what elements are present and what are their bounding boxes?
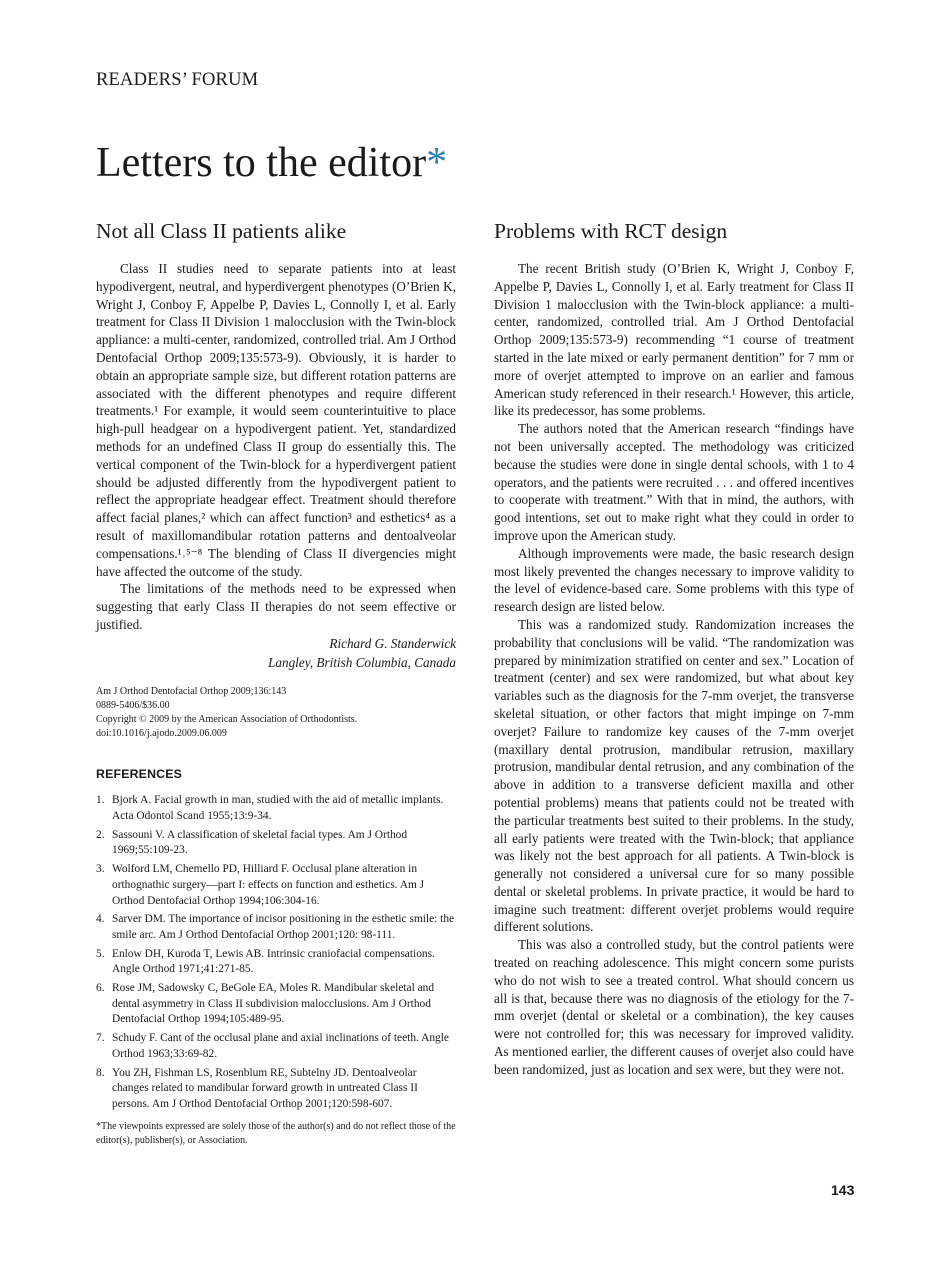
page-title-text: Letters to the editor bbox=[96, 140, 427, 186]
footnote-mark: * bbox=[96, 1120, 101, 1132]
right-letter-heading: Problems with RCT design bbox=[494, 219, 728, 243]
right-letter-paragraph: The recent British study (O’Brien K, Wright J, Conboy F, Appelbe P, Davies L, Connolly I, et al. Early treatment for Class II Division 1 malocclusion with the Twin-block appliance: a multi-center, randomized, controlled trial. Am J Orthod Dentofacial Orthop 2009;135:573-9) recommending “1 course of treatment started in the late mixed or early permanent dentition” for 7 mm or more of overjet attempted to improve on an earlier and famous American study referenced in their research.¹ However, this article, like its predecessor, has some problems. bbox=[494, 261, 854, 419]
author-name: Richard G. Standerwick bbox=[329, 635, 456, 651]
reference-item: 2. Sassouni V. A classification of skeletal facial types. Am J Orthod 1969;55:109-23. bbox=[96, 828, 408, 857]
title-footnote-link[interactable]: * bbox=[426, 140, 448, 186]
references-heading: REFERENCES bbox=[96, 767, 183, 782]
citation-block bbox=[96, 685, 456, 741]
left-letter-paragraph: Class II studies need to separate patients into at least hypodivergent, neutral, and hyperdivergent phenotypes (O’Brien K, Wright J, Conboy F, Appelbe P, Davies L, Connolly I, et al. Early treatment for Class II Division 1 malocclusion with the Twin-block appliance: a multi-center, randomized, controlled trial. Am J Orthod Dentofacial Orthop 2009;135:573-9). Obviously, it is harder to obtain an appropriate sample size, but different rotation patterns are associated with the different phenotypes and require different treatments.¹ For example, it would seem counterintuitive to place high-pull headgear on a hypodivergent patient. Yet, standardized methods for an undefined Class II group do essentially this. The vertical component of the Twin-block for a hyperdivergent patient should be adjusted differently from the hypodivergent patient to reflect the appropriate headgear effect. Treatment should therefore affect facial planes,² which can affect function³ and esthetics⁴ as a result of maxillomandibular rotation patterns and dentoalveolar compensations.¹˒⁵⁻⁸ The blending of Class II divergencies might have affected the outcome of the study. bbox=[96, 261, 456, 579]
references-list bbox=[96, 793, 456, 1112]
right-letter-paragraph: This was also a controlled study, but the control patients were treated on reaching adolescence. This might concern some purists who do not wish to see a treated control. What should concern us all is that, because there was no diagnosis of the etiology for the 7-mm overjet (dental or skeletal or a combination), the key causes were not controlled for; this was necessary for improved validity. As mentioned earlier, the different causes of overjet also could have been randomized, just as location and sex were, but they were not. bbox=[494, 937, 854, 1077]
author-location: Langley, British Columbia, Canada bbox=[268, 654, 456, 670]
reference-item: 5. Enlow DH, Kuroda T, Lewis AB. Intrinsic craniofacial compensations. Angle Orthod 1971;41:271-85. bbox=[96, 947, 435, 976]
reference-item: 1. Bjork A. Facial growth in man, studied with the aid of metallic implants. Acta Odontol Scand 1955;13:9-34. bbox=[96, 794, 444, 823]
right-letter-paragraph: This was a randomized study. Randomization increases the probability that conclusions will be valid. “The randomization was prepared by minimization stratified on center and sex.” Location of treatment (center) and sex were randomized, but what about key variables such as the diagnosis for the 7-mm overjet, the transverse skeletal situation, or other factors that might impinge on 7-mm overjet? Failure to randomize key causes of the 7-mm overjet (maxillary dental protrusion, mandibular retrusion, maxillary protrusion, mandibular dental retrusion, and any combination of the above in addition to a transverse deficient maxilla and other potential problems) means that patients could not be treated with the particular treatments best suited to their problems. In the study, all early patients were treated with the Twin-block; that appliance was likely not the best approach for all patients. A Twin-block is generally not considered a universal cure for so many possible dental or skeletal problems. In private practice, it would be hard to imagine such treatment: different overjet problems would require different solutions. bbox=[494, 616, 854, 935]
section-label: READERS’ FORUM bbox=[96, 70, 259, 90]
right-letter-paragraph: Although improvements were made, the basic research design most likely prevented the changes necessary to improve validity to the level of evidence-based care. Some problems with this type of research design are listed below. bbox=[494, 545, 854, 615]
footnote bbox=[96, 1120, 456, 1148]
reference-item: 7. Schudy F. Cant of the occlusal plane and axial inclinations of teeth. Angle Orthod 1963;33:69-82. bbox=[96, 1032, 449, 1060]
reference-item: 4. Sarver DM. The importance of incisor positioning in the esthetic smile: the smile arc. Am J Orthod Dentofacial Orthop 2001;120: 98-111. bbox=[96, 913, 455, 941]
citation-copyright: Copyright © 2009 by the American Association of Orthodontists. bbox=[96, 714, 358, 726]
citation-issn: 0889-5406/$36.00 bbox=[96, 700, 170, 712]
left-letter-paragraph: The limitations of the methods need to be expressed when suggesting that early Class II therapies do not seem effective or justified. bbox=[96, 581, 456, 632]
reference-item: 8. You ZH, Fishman LS, Rosenblum RE, Subtelny JD. Dentoalveolar changes related to mandibular forward growth in untreated Class II persons. Am J Orthod Dentofacial Orthop 2001;120:598-607. bbox=[96, 1066, 418, 1110]
page-number: 143 bbox=[831, 1182, 855, 1198]
citation-journal: Am J Orthod Dentofacial Orthop 2009;136:143 bbox=[96, 686, 287, 698]
citation-doi[interactable]: doi:10.1016/j.ajodo.2009.06.009 bbox=[96, 728, 227, 740]
page-title bbox=[96, 140, 447, 186]
left-letter-heading: Not all Class II patients alike bbox=[96, 219, 347, 243]
left-column bbox=[96, 218, 456, 1148]
footnote-text: The viewpoints expressed are solely those of the author(s) and do not reflect those of the editor(s), publisher(s), or Association. bbox=[96, 1120, 456, 1146]
reference-item: 3. Wolford LM, Chemello PD, Hilliard F. Occlusal plane alteration in orthognathic surgery—part I: effects on function and esthetics. Am J Orthod Dentofacial Orthop 1994;106:304-16. bbox=[96, 863, 425, 907]
right-column bbox=[494, 218, 854, 1079]
reference-item: 6. Rose JM, Sadowsky C, BeGole EA, Moles R. Mandibular skeletal and dental asymmetry in Class II subdivision malocclusions. Am J Orthod Dentofacial Orthop 1994;105:489-95. bbox=[96, 982, 435, 1026]
right-letter-paragraph: The authors noted that the American research “findings have not been universally accepted. The methodology was criticized because the studies were done in single dental schools, with 1 to 4 operators, and the patients were recruited . . . and offered incentives to cooperate with treatment.” With that in mind, the authors, with good intentions, set out to make right what they could in order to improve upon the American study. bbox=[494, 421, 854, 543]
